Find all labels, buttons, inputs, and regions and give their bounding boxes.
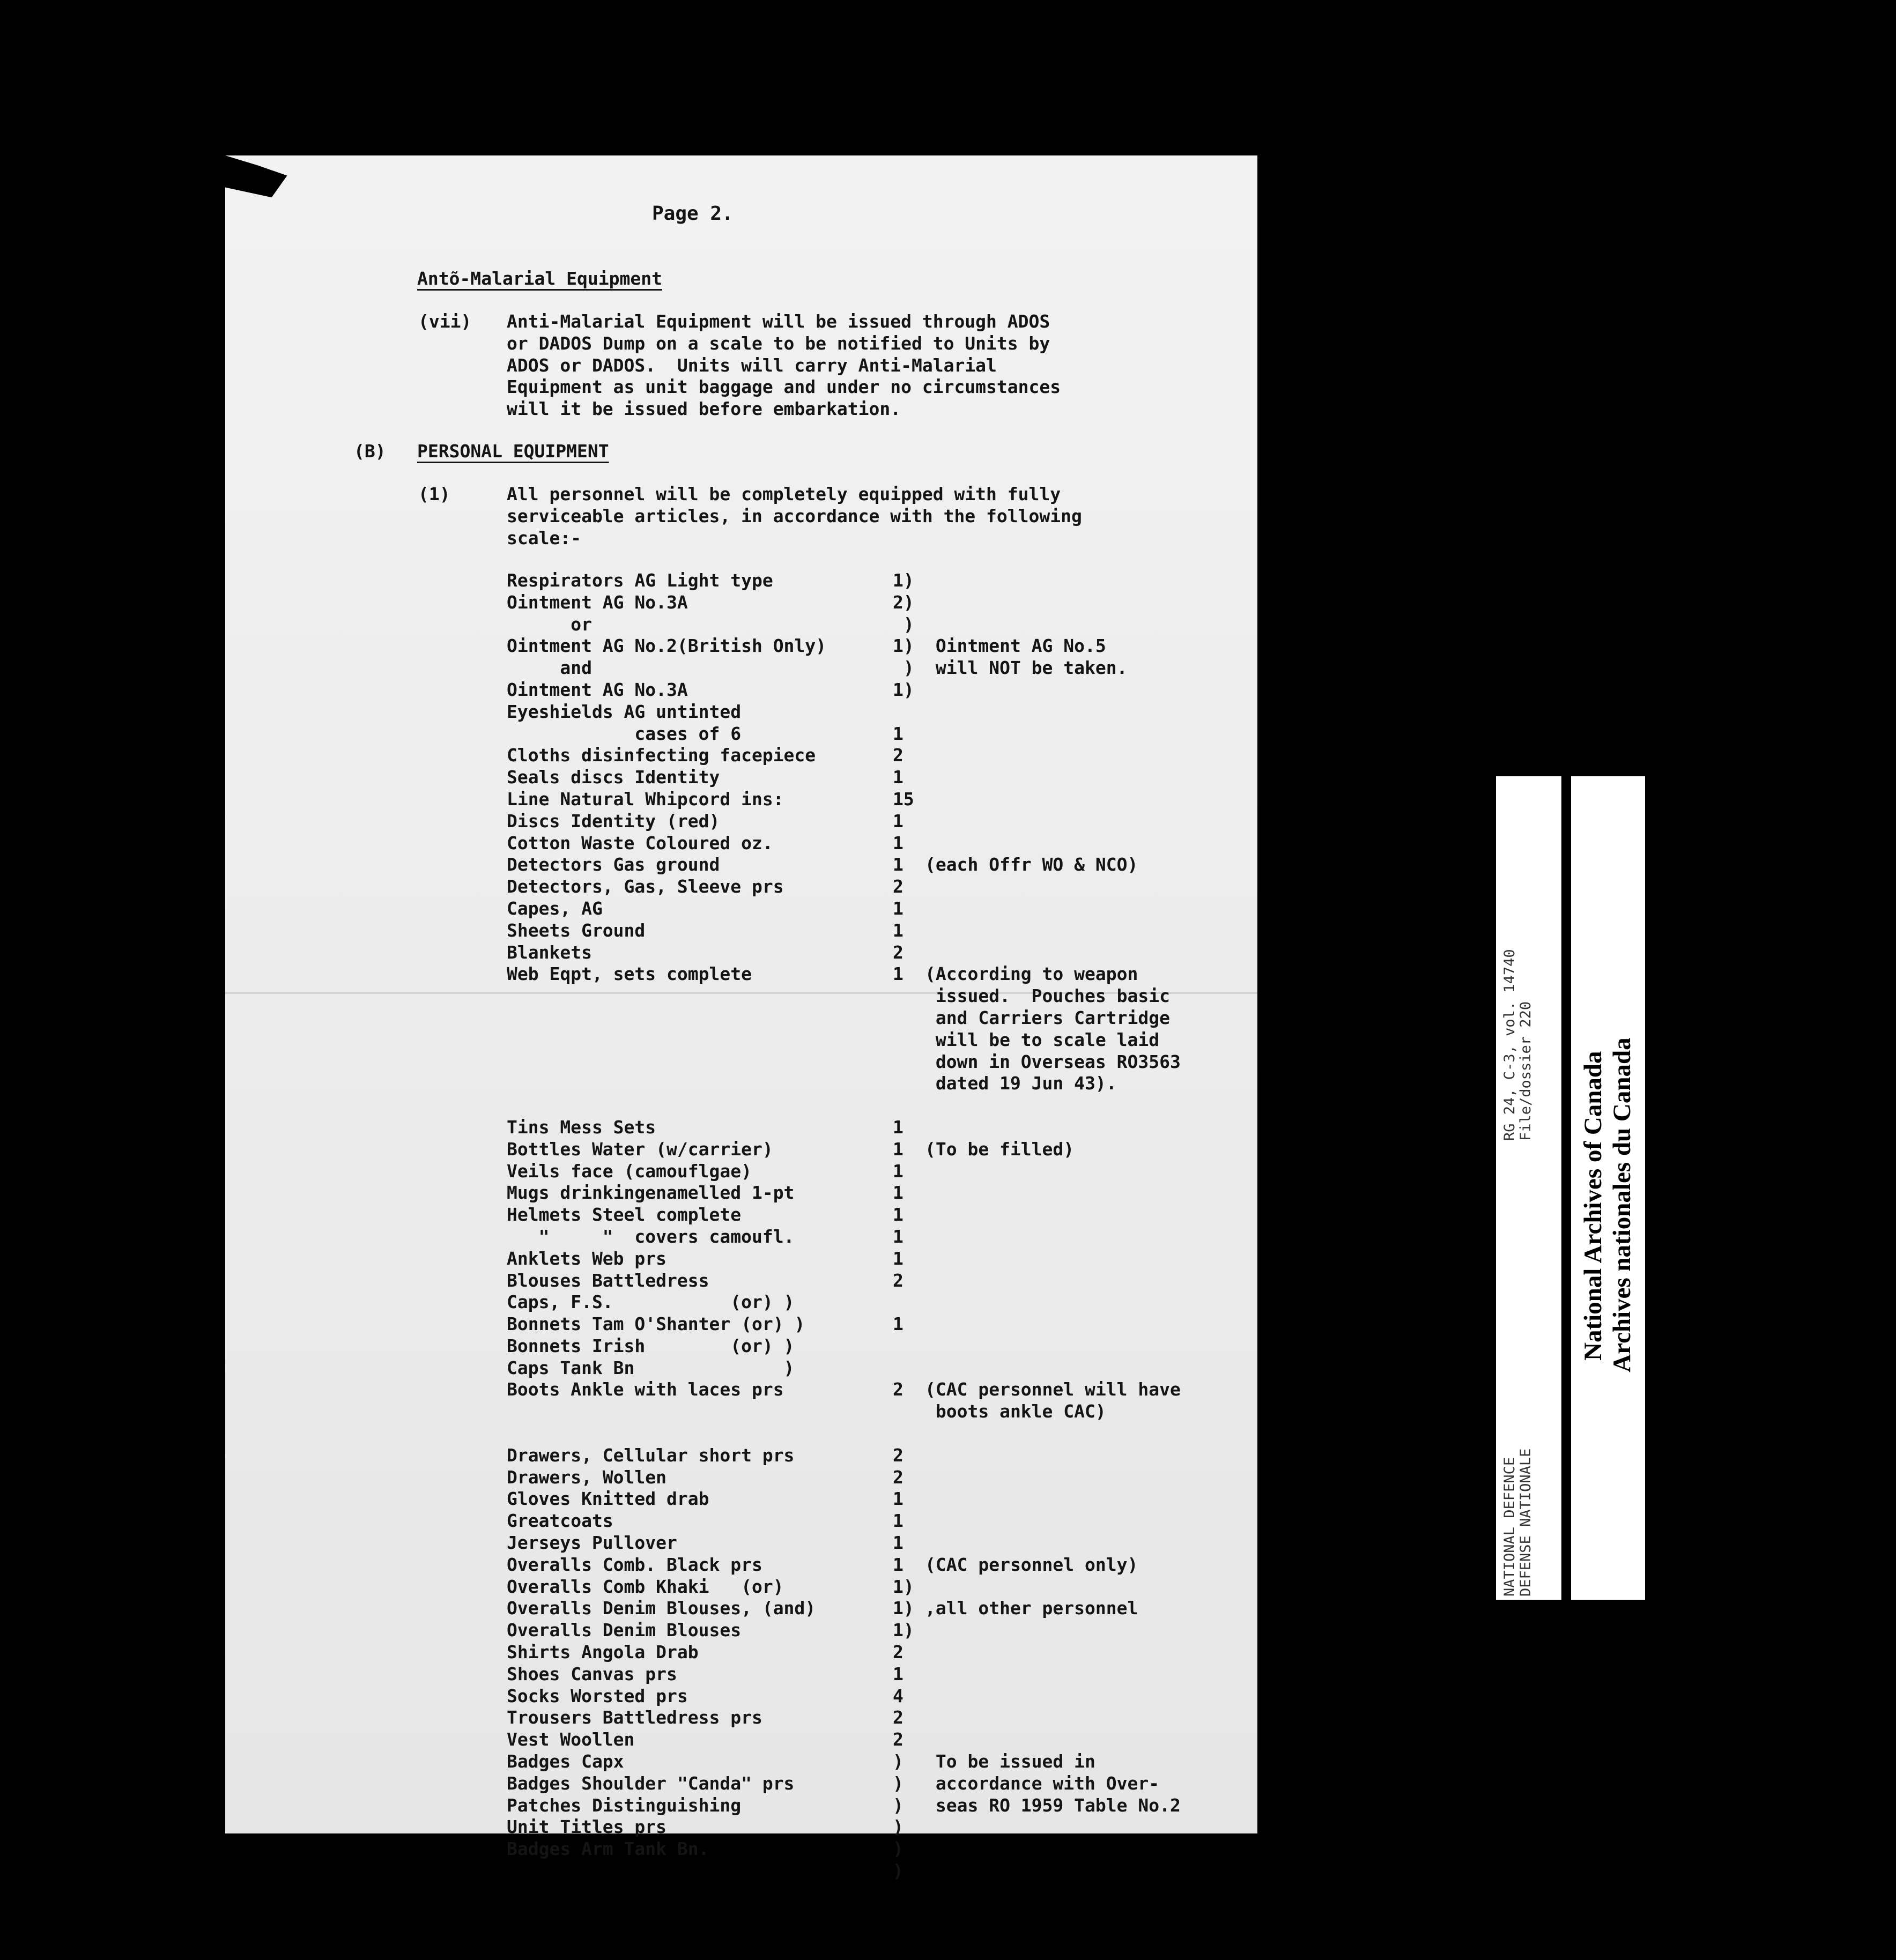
scale-item-quantity: 2 <box>893 941 903 963</box>
scale-item-quantity: 2) <box>893 591 914 613</box>
para-number-1: (1) <box>418 484 450 504</box>
anti-malarial-line: will it be issued before embarkation. <box>507 398 901 420</box>
scale-item-remark: dated 19 Jun 43). <box>925 1073 1117 1094</box>
anti-malarial-line: or DADOS Dump on a scale to be notified to Units by <box>507 332 1050 354</box>
scale-item-name: Sheets Ground <box>507 919 646 941</box>
scale-item-quantity: 2 <box>893 1729 903 1750</box>
scale-item-name: Jerseys Pullover <box>507 1532 677 1554</box>
scale-item-quantity: 1 <box>893 1204 903 1226</box>
scale-item-name: Vest Woollen <box>507 1729 635 1750</box>
scale-item-name: Overalls Comb. Black prs <box>507 1554 762 1575</box>
scale-item-quantity: 1) <box>893 1598 914 1619</box>
scale-item-name: Tins Mess Sets <box>507 1116 656 1138</box>
scale-item-quantity: 2 <box>893 745 903 766</box>
scale-item-name: Caps, F.S. (or) ) <box>507 1291 795 1313</box>
scale-item-name: Overalls Denim Blouses, (and) <box>507 1598 816 1619</box>
scale-item-name: Cotton Waste Coloured oz. <box>507 832 773 853</box>
scale-item-quantity: 1 <box>893 1488 903 1510</box>
scale-item-name: Badges Capx <box>507 1751 624 1772</box>
scale-item-quantity: 2 <box>893 1642 903 1663</box>
scale-item-name: Bottles Water (w/carrier) <box>507 1138 773 1160</box>
personal-equipment-line: serviceable articles, in accordance with the following <box>507 505 1082 526</box>
archive-reference-line-1: RG 24, C-3, vol. 14740 <box>1501 949 1518 1141</box>
scale-item-quantity: 1) <box>893 1620 914 1641</box>
section-letter-b: (B) <box>354 441 386 462</box>
scale-item-quantity: 1 <box>893 1554 903 1575</box>
scale-item-quantity: 1) <box>893 679 914 700</box>
scale-item-quantity: 1 <box>893 1510 903 1532</box>
scale-item-remark: (According to weapon <box>925 963 1138 985</box>
scale-item-quantity: 1 <box>893 963 903 985</box>
scale-item-quantity: 1 <box>893 723 903 744</box>
archive-title-panel <box>1571 776 1645 1600</box>
anti-malarial-line: Anti-Malarial Equipment will be issued through ADOS <box>507 311 1050 332</box>
anti-malarial-line: ADOS or DADOS. Units will carry Anti-Malarial <box>507 354 997 376</box>
scale-item-remark: boots ankle CAC) <box>925 1401 1106 1422</box>
scale-item-name: Cloths disinfecting facepiece <box>507 745 816 766</box>
scale-item-quantity: 1 <box>893 1160 903 1182</box>
scale-item-name: Greatcoats <box>507 1510 613 1532</box>
scale-item-remark: down in Overseas RO3563 <box>925 1051 1181 1072</box>
scale-item-quantity: 1 <box>893 767 903 788</box>
scale-item-name: Trousers Battledress prs <box>507 1707 762 1728</box>
scale-item-quantity: 2 <box>893 876 903 897</box>
scale-item-quantity: 1 <box>893 832 903 853</box>
anti-malarial-line: Equipment as unit baggage and under no circumstances <box>507 376 1061 398</box>
scale-item-quantity: 1 <box>893 1313 903 1335</box>
scale-item-name: Shirts Angola Drab <box>507 1642 699 1663</box>
page-number: Page 2. <box>652 203 734 225</box>
scale-item-quantity: 4 <box>893 1685 903 1706</box>
scale-item-name: Blouses Battledress <box>507 1269 709 1291</box>
scale-item-quantity: 1 <box>893 854 903 875</box>
scale-item-remark: ,all other personnel <box>925 1598 1138 1619</box>
scale-item-name: Helmets Steel complete <box>507 1204 742 1226</box>
scale-item-remark: Ointment AG No.5 <box>925 635 1106 657</box>
scale-item-remark: (CAC personnel will have <box>925 1379 1181 1400</box>
personal-equipment-line: All personnel will be completely equipped with fully <box>507 484 1061 504</box>
archive-title-french: Archives nationales du Canada <box>1608 1037 1636 1372</box>
scale-item-remark: accordance with Over- <box>925 1772 1160 1794</box>
scale-item-name: Seals discs Identity <box>507 767 720 788</box>
scale-item-name: and <box>507 657 592 679</box>
scale-item-remark: (each Offr WO & NCO) <box>925 854 1138 875</box>
scale-item-quantity: 1 <box>893 897 903 919</box>
scale-item-name: Boots Ankle with laces prs <box>507 1379 784 1400</box>
scale-item-name: Capes, AG <box>507 897 603 919</box>
scale-item-quantity: 1 <box>893 810 903 831</box>
scale-item-name: Badges Arm Tank Bn. <box>507 1838 709 1860</box>
scale-item-name: Respirators AG Light type <box>507 570 773 591</box>
scale-item-name: Overalls Comb Khaki (or) <box>507 1576 784 1597</box>
scale-item-name: " " covers camoufl. <box>507 1226 795 1247</box>
scale-item-remark: (To be filled) <box>925 1138 1075 1160</box>
scale-item-quantity: ) <box>893 1751 903 1772</box>
scale-item-quantity: 1 <box>893 1248 903 1269</box>
scale-item-remark: To be issued in <box>925 1751 1095 1772</box>
scale-item-quantity: 2 <box>893 1269 903 1291</box>
scale-item-name: Line Natural Whipcord ins: <box>507 788 784 810</box>
scale-item-quantity: 15 <box>893 788 914 810</box>
scale-item-name: Shoes Canvas prs <box>507 1663 677 1684</box>
section-heading-anti-malarial: Antõ-Malarial Equipment <box>417 268 662 289</box>
scale-item-quantity: ) <box>893 657 914 679</box>
scale-item-quantity: ) <box>893 1794 903 1816</box>
scale-item-remark: (CAC personnel only) <box>925 1554 1138 1575</box>
scale-item-quantity: ) <box>893 1838 903 1860</box>
scale-item-name: Discs Identity (red) <box>507 810 720 831</box>
scale-item-name: Drawers, Wollen <box>507 1466 667 1488</box>
scale-item-quantity: 1 <box>893 919 903 941</box>
personal-equipment-line: scale:- <box>507 527 582 548</box>
scale-item-name: Socks Worsted prs <box>507 1685 688 1706</box>
para-number-vii: (vii) <box>418 311 472 332</box>
scale-item-name: Ointment AG No.3A <box>507 591 688 613</box>
scale-item-quantity: 1) <box>893 570 914 591</box>
scale-item-name: Blankets <box>507 941 592 963</box>
scale-item-name: Anklets Web prs <box>507 1248 667 1269</box>
scale-item-name: Bonnets Irish (or) ) <box>507 1335 795 1356</box>
scale-item-quantity: ) <box>893 1772 903 1794</box>
department-line-1: NATIONAL DEFENCE <box>1501 1457 1518 1597</box>
scale-item-name: Detectors Gas ground <box>507 854 720 875</box>
scale-item-quantity: 2 <box>893 1707 903 1728</box>
scale-item-name: Gloves Knitted drab <box>507 1488 709 1510</box>
archive-title-english: National Archives of Canada <box>1579 1051 1607 1361</box>
archive-reference-panel <box>1496 776 1561 1600</box>
scale-item-name: or <box>507 613 592 635</box>
scale-item-name: Mugs drinkingenamelled 1-pt <box>507 1182 795 1204</box>
department-line-2: DEFENSE NATIONALE <box>1517 1448 1534 1597</box>
scale-item-quantity: 1) <box>893 635 914 657</box>
scale-item-remark: will NOT be taken. <box>925 657 1128 679</box>
scale-item-quantity: 1) <box>893 1576 914 1597</box>
scale-item-remark: issued. Pouches basic <box>925 985 1170 1007</box>
scale-item-name: Eyeshields AG untinted <box>507 701 742 722</box>
scale-item-name: Bonnets Tam O'Shanter (or) ) <box>507 1313 805 1335</box>
scale-item-remark: will be to scale laid <box>925 1029 1160 1050</box>
scale-item-quantity: 1 <box>893 1182 903 1204</box>
scale-item-quantity: 1 <box>893 1663 903 1684</box>
scale-item-name: Caps Tank Bn ) <box>507 1357 795 1378</box>
scale-item-name: Drawers, Cellular short prs <box>507 1444 795 1466</box>
scale-item-name: Ointment AG No.3A <box>507 679 688 700</box>
scale-item-quantity: 1 <box>893 1116 903 1138</box>
anti-malarial-paragraph <box>507 311 1061 420</box>
scale-item-name: Web Eqpt, sets complete <box>507 963 752 985</box>
archive-reference-line-2: File/dossier 220 <box>1517 1001 1534 1141</box>
scale-item-name: Detectors, Gas, Sleeve prs <box>507 876 784 897</box>
scale-item-quantity: 2 <box>893 1466 903 1488</box>
scale-item-name: cases of 6 <box>507 723 742 744</box>
personal-equipment-intro <box>507 484 1082 549</box>
archive-label-strip <box>1496 776 1645 1600</box>
scale-item-name: Overalls Denim Blouses <box>507 1620 742 1641</box>
scale-item-quantity: 1 <box>893 1226 903 1247</box>
scale-item-quantity: 2 <box>893 1444 903 1466</box>
section-heading-personal-equipment: PERSONAL EQUIPMENT <box>417 441 609 462</box>
scale-item-name: Badges Shoulder "Canda" prs <box>507 1772 795 1794</box>
scale-item-quantity: ) <box>893 1860 903 1882</box>
scale-item-quantity: ) <box>893 613 914 635</box>
scale-item-remark: seas RO 1959 Table No.2 <box>925 1794 1181 1816</box>
scale-item-quantity: 2 <box>893 1379 903 1400</box>
scale-item-name: Patches Distinguishing <box>507 1794 742 1816</box>
scale-item-quantity: 1 <box>893 1138 903 1160</box>
scale-item-quantity: 1 <box>893 1532 903 1554</box>
scale-item-remark: and Carriers Cartridge <box>925 1007 1170 1028</box>
scale-item-name: Ointment AG No.2(British Only) <box>507 635 827 657</box>
scale-item-name: Unit Titles prs <box>507 1816 667 1838</box>
scale-item-quantity: ) <box>893 1816 903 1838</box>
scale-item-name: Veils face (camouflgae) <box>507 1160 752 1182</box>
